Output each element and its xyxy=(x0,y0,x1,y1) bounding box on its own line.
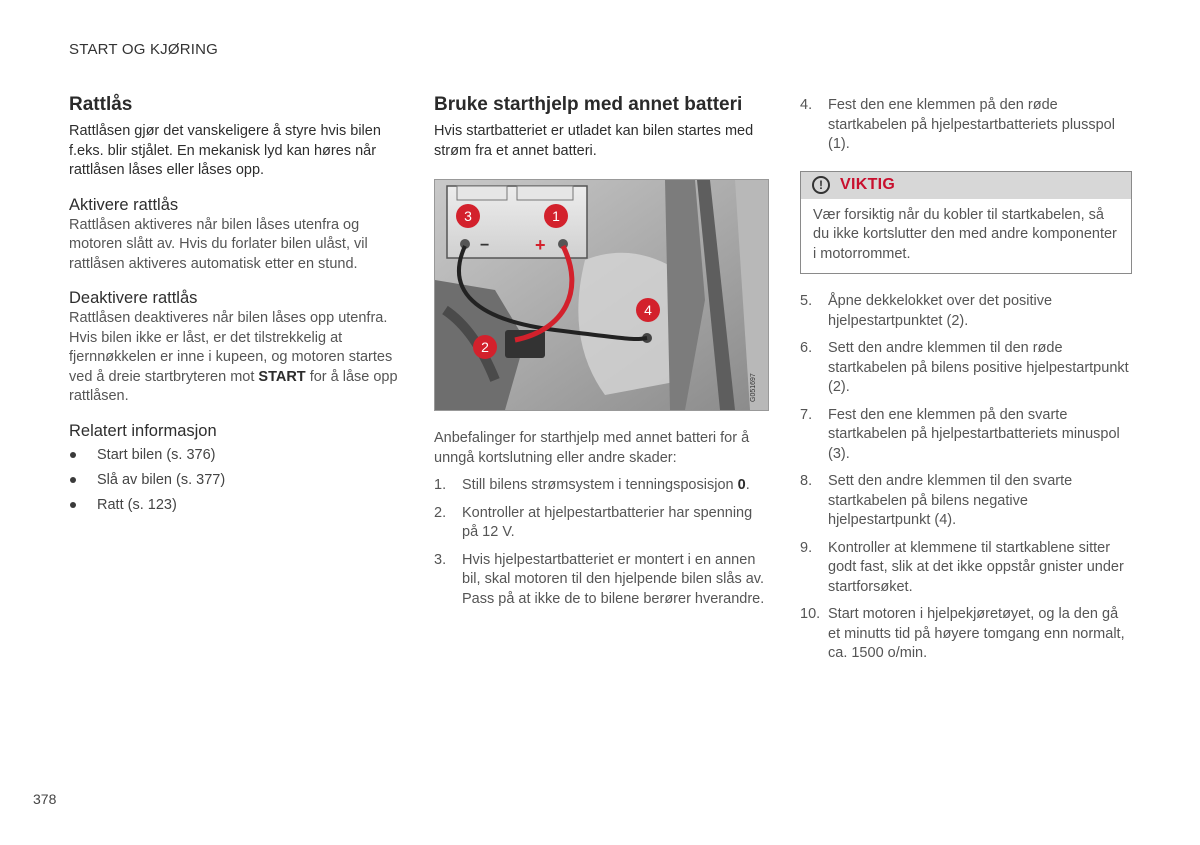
deaktivere-title: Deaktivere rattlås xyxy=(69,289,198,307)
plus-sign: + xyxy=(535,235,546,255)
related-list xyxy=(69,446,399,515)
step-item: 2. Kontroller at hjelpestartbatterier har spenning på 12 V. xyxy=(434,504,753,540)
aktivere-title: Aktivere rattlås xyxy=(69,195,179,214)
callout-4: 4 xyxy=(644,302,652,318)
warning-header xyxy=(801,172,1131,199)
recommendation-text: Anbefalinger for starthjelp med annet batteri for å unngå kortslutning eller andre skader: xyxy=(434,430,750,466)
step-item: 8. Sett den andre klemmen til den svarte startkabelen på bilens negative hjelpestartpunkt (4). xyxy=(800,473,1073,528)
rattlas-intro: Rattlåsen gjør det vanskeligere å styre hvis bilen f.eks. blir stjålet. En mekanisk lyd kan høres når rattlåsen låses eller låses opp. xyxy=(69,123,381,178)
section-header: START OG KJØRING xyxy=(69,41,219,58)
starthjelp-title: Bruke starthjelp med annet batteri xyxy=(434,94,743,115)
figure-code: G051697 xyxy=(750,373,757,402)
step-item: 1. Still bilens strømsystem i tenningsposisjon 0. xyxy=(434,477,750,493)
warning-title: VIKTIG xyxy=(840,176,896,193)
step-item: 5. Åpne dekkelokket over det positive hjelpestartpunktet (2). xyxy=(800,293,1053,329)
steps-list-b xyxy=(800,292,1134,664)
step-item: 6. Sett den andre klemmen til den røde startkabelen på bilens positive hjelpestartpunkt (2). xyxy=(800,340,1129,395)
starthjelp-intro: Hvis startbatteriet er utladet kan bilen startes med strøm fra et annet batteri. xyxy=(434,123,754,159)
related-link-start[interactable]: Start bilen (s. 376) xyxy=(69,446,399,465)
step-item: 7. Fest den ene klemmen på den svarte startkabelen på hjelpestartbatteriets minuspol (3). xyxy=(800,406,1120,462)
related-title: Relatert informasjon xyxy=(69,421,217,440)
rattlas-title: Rattlås xyxy=(69,94,133,115)
steps-list-4 xyxy=(800,96,1134,155)
warning-text: Vær forsiktig når du kobler til startkabelen, så du ikke kortslutter den med andre komponenter i motorrommet. xyxy=(813,206,1117,262)
step-item: 3. Hvis hjelpestartbatteriet er montert i en annen bil, skal motoren til den hjelpende bilen slås av. Pass på at ikke de to bilene berører hverandre. xyxy=(434,551,765,607)
step-item: 10. Start motoren i hjelpekjøretøyet, og la den gå et minutts tid på høyere tomgang enn normalt, ca. 1500 o/min. xyxy=(800,606,1125,661)
deaktivere-text: Rattlåsen deaktiveres når bilen låses opp utenfra. Hvis bilen ikke er låst, er det tilstrekkelig at fjernnøkkelen er inne i kupeen, og motoren startes ved å dreie startbryteren mot START for å låse opp rattlåsen. xyxy=(69,310,398,404)
related-link-stop[interactable]: Slå av bilen (s. 377) xyxy=(69,471,399,490)
step-item: 4. Fest den ene klemmen på den røde startkabelen på hjelpestartbatteriets plusspol (1). xyxy=(800,97,1115,152)
callout-3: 3 xyxy=(464,208,472,224)
step-item: 9. Kontroller at klemmene til startkablene sitter godt fast, slik at det ikke oppstår gnister under startforsøket. xyxy=(800,539,1124,595)
warning-box xyxy=(800,171,1132,275)
jump-start-illustration xyxy=(434,179,769,411)
warning-icon: ! xyxy=(812,176,830,194)
rattlas-column xyxy=(69,93,399,521)
minus-sign: − xyxy=(480,237,490,254)
aktivere-text: Rattlåsen aktiveres når bilen låses utenfra og motoren slått av. Hvis du forlater bilen ulåst, vil rattlåsen aktiveres automatisk etter en stund. xyxy=(69,216,368,272)
related-link-ratt[interactable]: Ratt (s. 123) xyxy=(69,496,399,515)
starthjelp-column-continued xyxy=(800,96,1134,672)
steps-list-a xyxy=(434,476,769,609)
callout-1: 1 xyxy=(552,208,560,224)
page-number: 378 xyxy=(33,791,57,807)
callout-2: 2 xyxy=(481,339,489,355)
starthjelp-column xyxy=(434,93,769,617)
